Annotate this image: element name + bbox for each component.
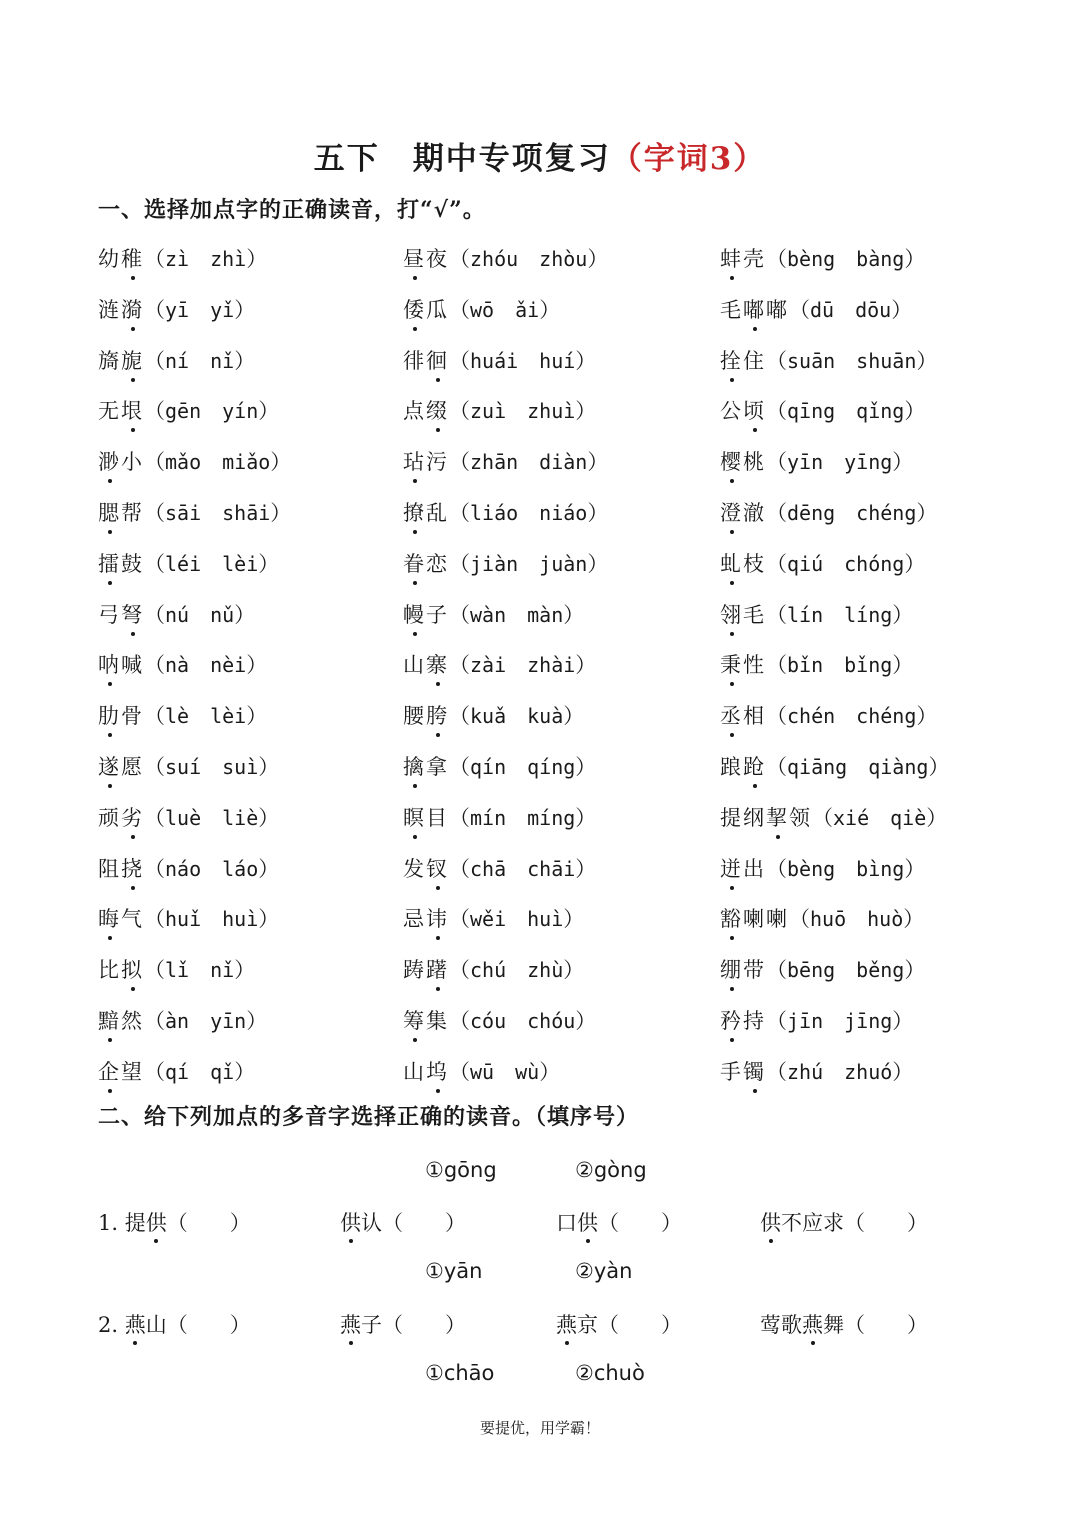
pinyin-option-b[interactable]: wù [515, 1059, 540, 1084]
pinyin-word: 发钗 [403, 857, 449, 881]
pinyin-options[interactable]: （suí suì） [144, 755, 280, 779]
pinyin-option-a[interactable]: suān [787, 348, 836, 373]
pinyin-options[interactable]: （bǐn bǐng） [766, 653, 914, 678]
pinyin-item [720, 498, 937, 528]
reading-option: ①gōng [425, 1158, 497, 1182]
pinyin-options[interactable]: （nà nèi） [144, 653, 268, 678]
pinyin-options[interactable]: （ní nǐ） [144, 348, 256, 373]
pinyin-word: 毛嘟嘟 [720, 298, 789, 322]
pinyin-option-a[interactable]: cóu [470, 1009, 507, 1033]
pinyin-word: 踉跄 [720, 755, 766, 779]
pinyin-option-b[interactable]: diàn [539, 450, 588, 475]
pinyin-option-b[interactable]: nǐ [210, 958, 235, 983]
pinyin-word: 山坞 [403, 1060, 449, 1084]
pinyin-option-b[interactable]: láo [222, 856, 259, 881]
pinyin-word: 幔子 [403, 603, 449, 627]
pinyin-option-b[interactable]: ǎi [515, 297, 540, 322]
pinyin-option-a[interactable]: chén [787, 704, 836, 729]
pinyin-options[interactable]: （àn yīn） [144, 1009, 268, 1033]
pinyin-item [720, 600, 913, 630]
pinyin-word: 腮帮 [98, 501, 144, 525]
pinyin-option-b[interactable]: shuān [856, 348, 917, 373]
pinyin-option-b[interactable]: yīng [844, 450, 893, 475]
pinyin-word: 翎毛 [720, 603, 766, 627]
pinyin-word: 瞑目 [403, 806, 449, 830]
pinyin-option-a[interactable]: huǐ [165, 907, 202, 932]
pinyin-options[interactable]: （huǐ huì） [144, 907, 280, 932]
pinyin-options[interactable]: （jīn jīng） [766, 1009, 914, 1033]
pinyin-option-a[interactable]: lǐ [165, 958, 190, 983]
pinyin-word: 提纲挈领 [720, 806, 812, 830]
pinyin-option-b[interactable]: zhì [210, 247, 247, 271]
pinyin-word: 幼稚 [98, 247, 144, 271]
pinyin-option-a[interactable]: wū [470, 1059, 495, 1084]
pinyin-option-a[interactable]: qiú [787, 551, 824, 576]
pinyin-options[interactable]: （sāi shāi） [144, 501, 292, 525]
pinyin-options[interactable]: （nú nǔ） [144, 602, 256, 627]
pinyin-options[interactable]: （lín líng） [766, 602, 914, 627]
pinyin-item [720, 1006, 913, 1036]
reading-option: ②chuò [575, 1361, 645, 1385]
pinyin-item [720, 904, 924, 934]
pinyin-word: 撩乱 [403, 501, 449, 525]
pinyin-word: 渺小 [98, 450, 144, 474]
pinyin-options[interactable]: （chā chāi） [449, 856, 597, 881]
pinyin-options[interactable]: （wěi huì） [449, 907, 585, 932]
pinyin-word: 遂愿 [98, 755, 144, 779]
pinyin-item [403, 752, 596, 782]
pinyin-item [403, 346, 596, 376]
reading-option: ②gòng [575, 1158, 647, 1182]
pinyin-item [98, 1006, 267, 1036]
pinyin-option-b[interactable]: huì [222, 907, 259, 932]
pinyin-options[interactable]: （dēng chéng） [766, 501, 938, 525]
pinyin-option-a[interactable]: jiàn [470, 551, 519, 576]
title-accent: （字词3） [610, 141, 767, 177]
pinyin-options[interactable]: （léi lèi） [144, 551, 280, 576]
pinyin-word: 涟漪 [98, 298, 144, 322]
pinyin-option-b[interactable]: nèi [210, 653, 247, 678]
pinyin-word: 玷污 [403, 450, 449, 474]
pinyin-word: 肋骨 [98, 704, 144, 728]
pinyin-item [98, 346, 255, 376]
pinyin-option-b[interactable]: qiè [890, 805, 927, 830]
section1-heading: 一、选择加点字的正确读音，打“√”。 [98, 197, 486, 223]
pinyin-options[interactable]: （qiāng qiàng） [766, 755, 950, 779]
pinyin-word: 手镯 [720, 1060, 766, 1084]
reading-option: ②yàn [575, 1259, 633, 1283]
pinyin-option-a[interactable]: yī [165, 297, 190, 322]
reading-options [425, 1361, 725, 1385]
pinyin-options[interactable]: （qí qǐ） [144, 1059, 256, 1084]
pinyin-option-b[interactable]: liè [222, 805, 259, 830]
pinyin-item [720, 854, 925, 884]
pinyin-item [98, 752, 279, 782]
pinyin-word: 倭瓜 [403, 298, 449, 322]
pinyin-options[interactable]: （mín míng） [449, 805, 597, 830]
pinyin-word: 踌躇 [403, 958, 449, 982]
pinyin-item [98, 600, 255, 630]
pinyin-item [720, 396, 925, 426]
pinyin-option-b[interactable]: kuà [527, 704, 564, 729]
pinyin-options[interactable]: （gēn yín） [144, 399, 280, 424]
pinyin-option-b[interactable]: dōu [855, 297, 892, 322]
pinyin-option-a[interactable]: zhān [470, 450, 519, 475]
pinyin-option-b[interactable]: yín [222, 399, 259, 424]
pinyin-item [98, 549, 279, 579]
pinyin-option-a[interactable]: qīng [787, 399, 836, 424]
pinyin-word: 绷带 [720, 958, 766, 982]
pinyin-word: 昼夜 [403, 247, 449, 271]
pinyin-options[interactable]: （zì zhì） [144, 247, 268, 271]
pinyin-word: 豁喇喇 [720, 907, 789, 931]
reading-options [425, 1158, 725, 1182]
pinyin-word: 筹集 [403, 1009, 449, 1033]
pinyin-options[interactable]: （jiàn juàn） [449, 551, 609, 576]
pinyin-options[interactable]: （náo láo） [144, 856, 280, 881]
pinyin-options[interactable]: （chén chéng） [766, 704, 938, 729]
pinyin-options[interactable]: （wō ǎi） [449, 297, 561, 322]
pinyin-option-b[interactable]: zhài [527, 653, 576, 678]
pinyin-option-b[interactable]: niáo [539, 501, 588, 525]
pinyin-word: 樱桃 [720, 450, 766, 474]
pinyin-option-a[interactable]: lín [787, 602, 824, 627]
pinyin-options[interactable]: （bèng bìng） [766, 856, 926, 881]
pinyin-word: 迸出 [720, 857, 766, 881]
pinyin-item [98, 295, 255, 325]
pinyin-option-b[interactable]: nǔ [210, 602, 235, 627]
polyphone-question[interactable]: 口供（ ） [556, 1207, 682, 1237]
pinyin-item [403, 244, 608, 274]
pinyin-word: 晦气 [98, 907, 144, 931]
pinyin-option-a[interactable]: gēn [165, 399, 202, 424]
pinyin-option-b[interactable]: míng [527, 805, 576, 830]
pinyin-options[interactable]: （liáo niáo） [449, 501, 609, 525]
pinyin-option-b[interactable]: jīng [844, 1009, 893, 1033]
polyphone-question[interactable]: 莺歌燕舞（ ） [760, 1309, 928, 1339]
pinyin-item [403, 803, 596, 833]
pinyin-option-a[interactable]: jīn [787, 1009, 824, 1033]
pinyin-options[interactable]: （chú zhù） [449, 958, 585, 983]
title-main: 五下 期中专项复习 [313, 141, 611, 177]
pinyin-option-a[interactable]: qín [470, 755, 507, 779]
pinyin-option-b[interactable]: chéng [856, 704, 917, 729]
reading-option: ①yān [425, 1259, 483, 1283]
pinyin-item [720, 244, 925, 274]
pinyin-option-a[interactable]: qí [165, 1059, 190, 1084]
pinyin-word: 旖旎 [98, 349, 144, 373]
pinyin-item [403, 1006, 596, 1036]
pinyin-option-b[interactable]: chóng [844, 551, 905, 576]
pinyin-options[interactable]: （lè lèi） [144, 704, 268, 729]
pinyin-item [720, 447, 913, 477]
pinyin-option-b[interactable]: qíng [527, 755, 576, 779]
pinyin-option-b[interactable]: zhòu [539, 247, 588, 271]
pinyin-option-a[interactable]: zì [165, 247, 190, 271]
pinyin-options[interactable]: （wàn màn） [449, 602, 585, 627]
pinyin-option-b[interactable]: miǎo [222, 450, 271, 475]
pinyin-option-a[interactable]: yīn [787, 450, 824, 475]
reading-option: ①chāo [425, 1361, 495, 1385]
pinyin-option-a[interactable]: kuǎ [470, 704, 507, 729]
pinyin-option-a[interactable]: léi [165, 551, 202, 576]
pinyin-item [98, 701, 267, 731]
pinyin-option-b[interactable]: lèi [222, 551, 259, 576]
pinyin-word: 顽劣 [98, 806, 144, 830]
pinyin-word: 矜持 [720, 1009, 766, 1033]
pinyin-item [98, 955, 255, 985]
pinyin-option-a[interactable]: huái [470, 348, 519, 373]
pinyin-options[interactable]: （bēng běng） [766, 958, 926, 983]
pinyin-word: 腰胯 [403, 704, 449, 728]
pinyin-item [403, 600, 584, 630]
pinyin-option-a[interactable]: bèng [787, 856, 836, 881]
pinyin-options[interactable]: （mǎo miǎo） [144, 450, 292, 475]
pinyin-word: 澄澈 [720, 501, 766, 525]
pinyin-item [403, 447, 608, 477]
pinyin-option-b[interactable]: juàn [539, 551, 588, 576]
pinyin-option-b[interactable]: huì [527, 907, 564, 932]
pinyin-word: 秉性 [720, 653, 766, 677]
pinyin-options[interactable]: （lǐ nǐ） [144, 958, 256, 983]
pinyin-word: 眷恋 [403, 552, 449, 576]
pinyin-options[interactable]: （qiú chóng） [766, 551, 926, 576]
pinyin-option-b[interactable]: chāi [527, 856, 576, 881]
reading-options [425, 1259, 725, 1283]
pinyin-option-b[interactable]: qǐ [210, 1059, 235, 1084]
pinyin-word: 弓弩 [98, 603, 144, 627]
pinyin-option-b[interactable]: huí [539, 348, 576, 373]
pinyin-option-a[interactable]: zhóu [470, 247, 519, 271]
pinyin-options[interactable]: （yī yǐ） [144, 297, 256, 322]
pinyin-option-a[interactable]: nà [165, 653, 190, 678]
pinyin-item [720, 1057, 913, 1087]
pinyin-word: 点缀 [403, 399, 449, 423]
pinyin-option-b[interactable]: bǐng [844, 653, 893, 678]
pinyin-word: 黯然 [98, 1009, 144, 1033]
polyphone-question[interactable]: 供不应求（ ） [760, 1207, 928, 1237]
pinyin-option-b[interactable]: nǐ [210, 348, 235, 373]
pinyin-item [403, 549, 608, 579]
pinyin-option-a[interactable]: liáo [470, 501, 519, 525]
pinyin-item [403, 854, 596, 884]
pinyin-item [403, 1057, 560, 1087]
pinyin-word: 阻挠 [98, 857, 144, 881]
pinyin-option-a[interactable]: zài [470, 653, 507, 678]
pinyin-option-b[interactable]: shāi [222, 501, 271, 525]
pinyin-options[interactable]: （bèng bàng） [766, 247, 926, 271]
pinyin-item [98, 447, 291, 477]
pinyin-item [403, 295, 560, 325]
pinyin-option-a[interactable]: àn [165, 1009, 190, 1033]
pinyin-option-b[interactable]: bìng [856, 856, 905, 881]
pinyin-option-b[interactable]: lèi [210, 704, 247, 729]
pinyin-word: 比拟 [98, 958, 144, 982]
polyphone-question[interactable]: 1. 提供（ ） [98, 1207, 251, 1237]
pinyin-option-a[interactable]: bèng [787, 247, 836, 271]
pinyin-options[interactable]: （yīn yīng） [766, 450, 914, 475]
pinyin-item [403, 650, 596, 680]
pinyin-option-b[interactable]: bàng [856, 247, 905, 271]
pinyin-word: 擒拿 [403, 755, 449, 779]
pinyin-option-a[interactable]: wō [470, 297, 495, 322]
pinyin-item [720, 955, 925, 985]
section2-heading: 二、给下列加点的多音字选择正确的读音。（填序号） [98, 1104, 640, 1130]
pinyin-word: 无垠 [98, 399, 144, 423]
pinyin-item [98, 803, 279, 833]
pinyin-item [403, 904, 584, 934]
pinyin-option-b[interactable]: qiàng [868, 755, 929, 779]
pinyin-item [720, 549, 925, 579]
pinyin-option-a[interactable]: náo [165, 856, 202, 881]
pinyin-option-a[interactable]: xié [833, 805, 870, 830]
pinyin-word: 企望 [98, 1060, 144, 1084]
pinyin-item [403, 498, 608, 528]
pinyin-item [98, 244, 267, 274]
pinyin-option-a[interactable]: ní [165, 348, 190, 373]
pinyin-item [403, 701, 584, 731]
pinyin-options[interactable]: （suān shuān） [766, 348, 938, 373]
pinyin-options[interactable]: （qín qíng） [449, 755, 597, 779]
pinyin-options[interactable]: （dū dōu） [789, 297, 913, 322]
pinyin-option-a[interactable]: zuì [470, 399, 507, 424]
pinyin-item [720, 650, 913, 680]
pinyin-option-a[interactable]: mín [470, 805, 507, 830]
pinyin-options[interactable]: （huō huò） [789, 907, 925, 932]
pinyin-word: 拴住 [720, 349, 766, 373]
pinyin-word: 虬枝 [720, 552, 766, 576]
pinyin-word: 公顷 [720, 399, 766, 423]
pinyin-option-b[interactable]: zhù [527, 958, 564, 983]
pinyin-item [98, 904, 279, 934]
pinyin-option-b[interactable]: líng [844, 602, 893, 627]
pinyin-option-a[interactable]: qiāng [787, 755, 848, 779]
pinyin-item [720, 346, 937, 376]
page-title [0, 133, 1080, 178]
pinyin-options[interactable]: （qīng qǐng） [766, 399, 926, 424]
pinyin-option-b[interactable]: zhuì [527, 399, 576, 424]
pinyin-option-a[interactable]: lè [165, 704, 190, 729]
pinyin-item [720, 803, 947, 833]
polyphone-question[interactable]: 2. 燕山（ ） [98, 1309, 251, 1339]
pinyin-option-a[interactable]: bǐn [787, 653, 824, 678]
pinyin-item [720, 752, 949, 782]
pinyin-options[interactable]: （zài zhài） [449, 653, 597, 678]
pinyin-options[interactable]: （huái huí） [449, 348, 597, 373]
polyphone-question[interactable]: 供认（ ） [340, 1207, 466, 1237]
pinyin-option-b[interactable]: yǐ [210, 297, 235, 322]
pinyin-option-b[interactable]: zhuó [844, 1059, 893, 1084]
pinyin-option-b[interactable]: màn [527, 602, 564, 627]
footer-slogan: 要提优，用学霸！ [479, 1419, 600, 1437]
polyphone-question[interactable]: 燕子（ ） [340, 1309, 466, 1339]
pinyin-option-a[interactable]: wàn [470, 602, 507, 627]
pinyin-option-a[interactable]: dū [810, 297, 835, 322]
pinyin-item [98, 1057, 255, 1087]
pinyin-item [98, 498, 291, 528]
pinyin-option-a[interactable]: chú [470, 958, 507, 983]
pinyin-options[interactable]: （zhú zhuó） [766, 1059, 914, 1084]
pinyin-item [720, 701, 937, 731]
pinyin-item [98, 854, 279, 884]
pinyin-option-a[interactable]: luè [165, 805, 202, 830]
pinyin-option-a[interactable]: zhú [787, 1059, 824, 1084]
pinyin-option-a[interactable]: wěi [470, 907, 507, 932]
pinyin-word: 山寨 [403, 653, 449, 677]
pinyin-item [98, 396, 279, 426]
pinyin-word: 蚌壳 [720, 247, 766, 271]
pinyin-option-a[interactable]: bēng [787, 958, 836, 983]
pinyin-option-b[interactable]: chóu [527, 1009, 576, 1033]
pinyin-word: 丞相 [720, 704, 766, 728]
pinyin-option-a[interactable]: sāi [165, 501, 202, 525]
pinyin-option-a[interactable]: mǎo [165, 450, 202, 475]
pinyin-option-b[interactable]: yīn [210, 1009, 247, 1033]
pinyin-option-b[interactable]: suì [222, 755, 259, 779]
pinyin-word: 徘徊 [403, 349, 449, 373]
pinyin-item [720, 295, 912, 325]
polyphone-question[interactable]: 燕京（ ） [556, 1309, 682, 1339]
pinyin-options[interactable]: （wū wù） [449, 1059, 561, 1084]
pinyin-option-b[interactable]: běng [856, 958, 905, 983]
pinyin-option-a[interactable]: chā [470, 856, 507, 881]
pinyin-option-a[interactable]: huō [810, 907, 847, 932]
pinyin-options[interactable]: （zuì zhuì） [449, 399, 597, 424]
pinyin-options[interactable]: （luè liè） [144, 805, 280, 830]
pinyin-option-b[interactable]: huò [867, 907, 904, 932]
pinyin-options[interactable]: （zhóu zhòu） [449, 247, 609, 271]
pinyin-options[interactable]: （xié qiè） [812, 805, 948, 830]
pinyin-word: 擂鼓 [98, 552, 144, 576]
pinyin-word: 忌讳 [403, 907, 449, 931]
pinyin-item [403, 955, 584, 985]
pinyin-item [98, 650, 267, 680]
pinyin-options[interactable]: （kuǎ kuà） [449, 704, 585, 729]
pinyin-option-a[interactable]: nú [165, 602, 190, 627]
pinyin-options[interactable]: （cóu chóu） [449, 1009, 597, 1033]
pinyin-item [403, 396, 596, 426]
pinyin-option-b[interactable]: qǐng [856, 399, 905, 424]
pinyin-option-a[interactable]: suí [165, 755, 202, 779]
pinyin-options[interactable]: （zhān diàn） [449, 450, 609, 475]
pinyin-option-b[interactable]: chéng [856, 501, 917, 525]
pinyin-word: 呐喊 [98, 653, 144, 677]
pinyin-option-a[interactable]: dēng [787, 501, 836, 525]
